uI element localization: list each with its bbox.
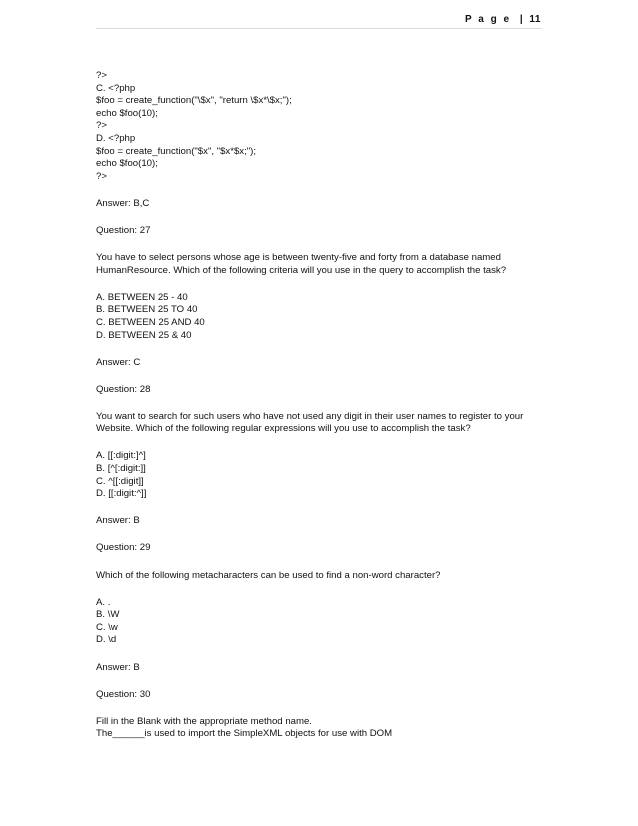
- text-line: D. \d: [96, 634, 117, 646]
- paragraph-gap: [96, 528, 546, 543]
- text-block: [96, 450, 546, 500]
- paragraph-gap: [96, 674, 546, 689]
- text-line: $foo = create_function("$x", "$x*$x;");: [96, 145, 257, 157]
- text-line: A. .: [96, 596, 111, 608]
- text-line: C. \w: [96, 621, 118, 633]
- text-line: ?>: [96, 70, 107, 81]
- text-line: The______is used to import the SimpleXML objects for use with DOM: [96, 728, 393, 740]
- text-block: [96, 357, 546, 370]
- text-block: [96, 198, 546, 211]
- text-line: C. BETWEEN 25 AND 40: [96, 316, 205, 328]
- text-line: Website. Which of the following regular expressions will you use to accomplish the task?: [96, 423, 471, 435]
- page-separator: |: [519, 14, 523, 25]
- paragraph-gap: [96, 238, 546, 253]
- text-line: Question: 29: [96, 542, 151, 554]
- text-block: [96, 515, 546, 528]
- text-line: echo $foo(10);: [96, 158, 158, 170]
- paragraph-gap: [96, 183, 546, 198]
- paragraph-gap: [96, 501, 546, 516]
- page-number: 11: [529, 14, 541, 25]
- text-line: Question: 30: [96, 688, 151, 700]
- text-line: You want to search for such users who have not used any digit in their user names to register to your: [96, 410, 524, 422]
- text-line: $foo = create_function("\$x", "return \$x*\$x;");: [96, 95, 292, 107]
- text-block: [96, 292, 546, 342]
- text-block: [96, 662, 546, 675]
- header-divider: [96, 28, 542, 29]
- text-line: HumanResource. Which of the following criteria will you use in the query to accomplish the task?: [96, 264, 507, 276]
- paragraph-gap: [96, 701, 546, 716]
- text-line: Question: 28: [96, 383, 151, 395]
- text-line: echo $foo(10);: [96, 107, 158, 119]
- text-block: [96, 597, 546, 647]
- text-block: [96, 384, 546, 397]
- text-line: D. [[:digit:^]]: [96, 488, 147, 500]
- page-label: P a g e: [464, 14, 512, 25]
- paragraph-gap: [96, 342, 546, 357]
- text-block: [96, 411, 546, 436]
- text-line: C. <?php: [96, 82, 136, 94]
- text-block: [96, 225, 546, 238]
- text-block: [96, 570, 546, 583]
- paragraph-gap: [96, 555, 546, 570]
- paragraph-gap: [96, 210, 546, 225]
- paragraph-gap: [96, 647, 546, 662]
- text-line: ?>: [96, 120, 107, 132]
- text-line: ?>: [96, 170, 107, 182]
- text-block: [96, 716, 546, 741]
- text-line: A. BETWEEN 25 - 40: [96, 291, 188, 303]
- paragraph-gap: [96, 582, 546, 597]
- text-block: [96, 689, 546, 702]
- text-line: B. BETWEEN 25 TO 40: [96, 304, 198, 316]
- text-block: [96, 542, 546, 555]
- text-line: A. [[:digit:]^]: [96, 450, 146, 462]
- text-line: B. [^[:digit:]]: [96, 463, 146, 475]
- paragraph-gap: [96, 277, 546, 292]
- document-body: [96, 70, 546, 741]
- text-line: Answer: B: [96, 515, 140, 527]
- paragraph-gap: [96, 369, 546, 384]
- text-line: Answer: B,C: [96, 197, 150, 209]
- text-line: B. \W: [96, 609, 120, 621]
- text-line: Fill in the Blank with the appropriate method name.: [96, 715, 312, 727]
- text-line: D. <?php: [96, 132, 136, 144]
- text-block: [96, 70, 546, 183]
- paragraph-gap: [96, 396, 546, 411]
- text-line: Answer: B: [96, 661, 140, 673]
- text-line: D. BETWEEN 25 & 40: [96, 329, 192, 341]
- text-block: [96, 252, 546, 277]
- text-line: C. ^[[:digit]]: [96, 475, 144, 487]
- text-line: Which of the following metacharacters can be used to find a non-word character?: [96, 569, 441, 581]
- text-line: Question: 27: [96, 224, 151, 236]
- page-header: [465, 14, 541, 25]
- text-line: You have to select persons whose age is between twenty-five and forty from a database named: [96, 252, 501, 264]
- paragraph-gap: [96, 436, 546, 451]
- text-line: Answer: C: [96, 356, 141, 368]
